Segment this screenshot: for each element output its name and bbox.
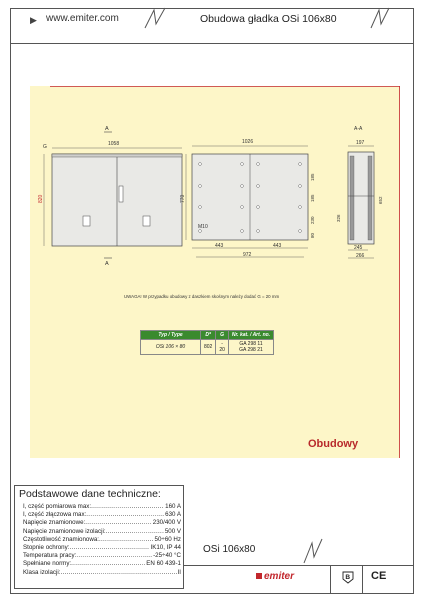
product-table	[140, 330, 274, 355]
table-row	[141, 340, 274, 355]
back-width-label: 1026	[242, 139, 254, 145]
back-total-label: 972	[243, 252, 252, 258]
side-h2-label: 326	[336, 214, 341, 222]
side-b1-label: 245	[354, 245, 363, 251]
cell-art: GA 298 11 GA 298 21	[228, 340, 273, 355]
spec-item: Spełniane normy: ..... EN 60 439-1	[23, 560, 181, 568]
table-header-d: D*	[201, 331, 216, 340]
back-dim-2: 443	[273, 243, 282, 249]
back-r4: 80	[310, 232, 315, 238]
front-width-label: 1058	[108, 141, 120, 147]
spec-item: Częstotliwość znamionowa: ..... 50÷60 Hz	[23, 536, 181, 544]
brand-logo: emiter	[256, 571, 294, 582]
side-h1-label: 652	[378, 196, 383, 204]
cell-type: OSi 106 × 80	[141, 340, 201, 355]
svg-text:B: B	[345, 574, 351, 582]
note-text: UWAGA! W przypadku obudowy z daszkiem skośnym należy dodać G = 20 mm	[124, 294, 280, 299]
section-aa-label: A-A	[354, 126, 363, 132]
product-name: OSi 106x80	[203, 544, 256, 555]
section-mark-bottom: A	[105, 261, 109, 267]
back-r1: 185	[310, 173, 315, 181]
divider	[362, 566, 363, 594]
back-dim-1: 443	[215, 243, 224, 249]
side-b2-label: 266	[356, 253, 365, 259]
spec-item: Temperatura pracy: ..... -25÷40 °C	[23, 552, 181, 560]
divider	[184, 565, 414, 566]
divider	[330, 566, 331, 594]
side-top-label: 197	[356, 140, 365, 146]
cell-d: 802	[201, 340, 216, 355]
side-section-drawing	[348, 146, 374, 258]
spec-item: Stopnie ochrony: ..... IK10, IP 44	[23, 544, 181, 552]
section-mark-top: A	[105, 126, 109, 132]
front-height-label: 820	[38, 194, 44, 203]
technical-drawings	[30, 86, 400, 286]
specs-box	[14, 485, 184, 589]
document-title: Obudowa gładka OSi 106x80	[200, 13, 337, 25]
arrow-right-icon: ▶	[30, 15, 37, 25]
ce-mark-icon: CE	[371, 570, 387, 582]
zigzag-mark-icon	[140, 6, 170, 30]
cell-g: - 20	[216, 340, 229, 355]
back-r3: 230	[310, 216, 315, 224]
spec-item: I, część pomiarowa max: ..... 160 A	[23, 503, 181, 511]
back-height-label: 770	[180, 194, 186, 203]
spec-item: Klasa izolacji: ..... II	[23, 569, 181, 577]
certification-b-icon	[341, 570, 355, 584]
table-header-type: Typ / Type	[141, 331, 201, 340]
bolt-label: M10	[198, 224, 208, 230]
front-g-label: G	[43, 144, 47, 150]
table-header-g: G	[216, 331, 229, 340]
front-view-drawing	[44, 132, 182, 258]
zigzag-mark-icon	[365, 6, 395, 30]
specs-list	[23, 503, 181, 577]
category-word: Obudowy	[308, 438, 359, 450]
specs-title: Podstawowe dane techniczne:	[19, 488, 161, 500]
logo-mark-icon	[256, 573, 262, 579]
spec-item: I, część złączowa max: ..... 630 A	[23, 511, 181, 519]
back-r2: 185	[310, 194, 315, 202]
spec-item: Napięcie znamionowe izolacji: ..... 500 V	[23, 528, 181, 536]
table-header-art: Nr. kat. / Art. no.	[228, 331, 273, 340]
back-view-drawing	[186, 146, 308, 257]
zigzag-mark-icon	[300, 537, 326, 565]
website-url[interactable]: www.emiter.com	[46, 13, 119, 24]
spec-item: Napięcie znamionowe: ..... 230/400 V	[23, 519, 181, 527]
